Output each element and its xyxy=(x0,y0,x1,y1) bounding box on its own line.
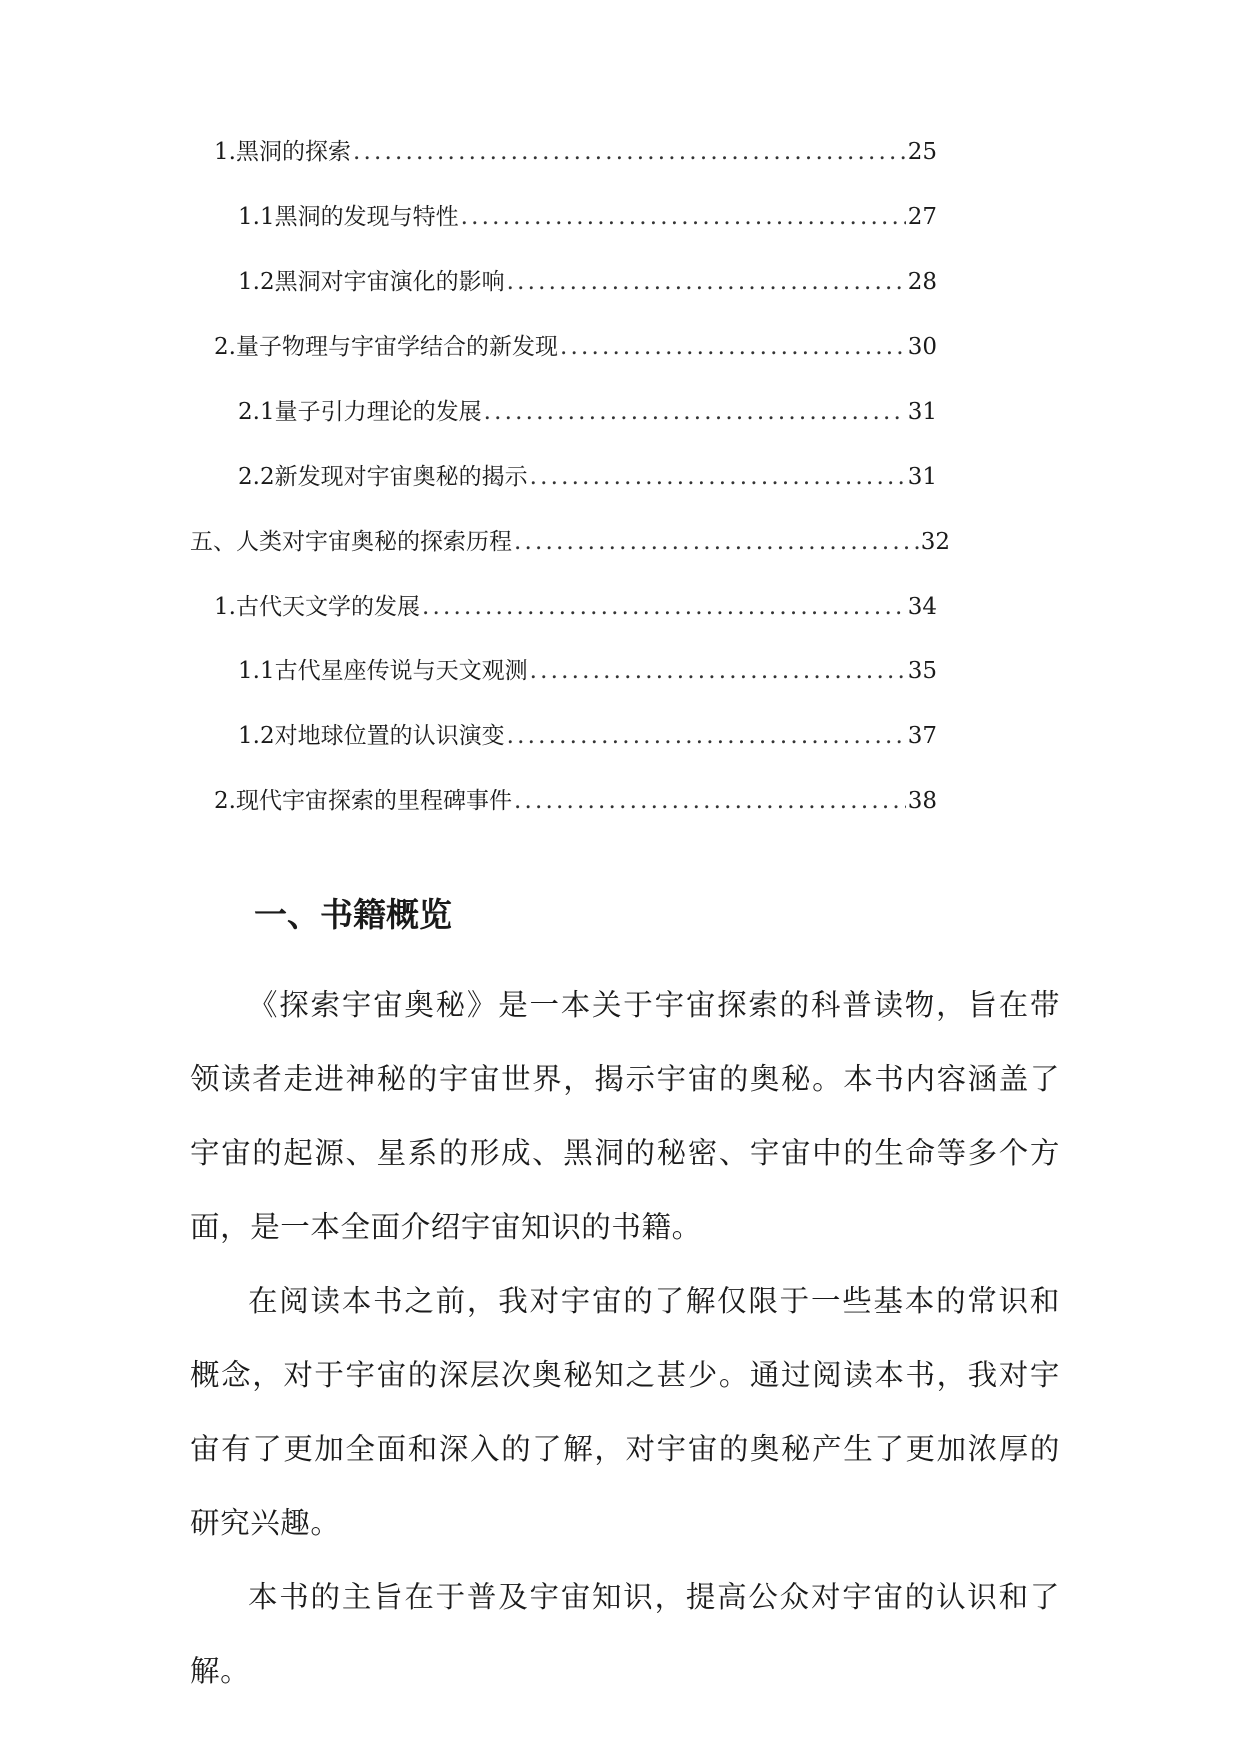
toc-entry-title: 古代星座传说与天文观测 xyxy=(274,658,528,684)
toc-entry-title: 五、人类对宇宙奥秘的探索历程 xyxy=(190,529,512,555)
toc-entry[interactable] xyxy=(238,202,937,232)
toc-entry[interactable] xyxy=(238,267,937,297)
toc-entry[interactable] xyxy=(238,656,937,686)
toc-leader-dots xyxy=(530,656,906,686)
toc-entry-number: 2.1 xyxy=(238,399,275,425)
section-heading: 一、书籍概览 xyxy=(254,895,452,934)
toc-entry[interactable] xyxy=(238,397,937,427)
section-body xyxy=(190,968,1060,1708)
toc-entry-page: 38 xyxy=(907,788,937,814)
toc-entry-page: 31 xyxy=(907,464,937,490)
toc-entry-number: 1.2 xyxy=(238,269,275,295)
toc-entry-page: 34 xyxy=(907,594,937,620)
toc-leader-dots xyxy=(353,137,906,167)
toc-entry-title: 量子引力理论的发展 xyxy=(274,399,482,425)
toc-entry-number: 2. xyxy=(214,334,236,360)
toc-entry-page: 35 xyxy=(907,658,937,684)
toc-entry-page: 30 xyxy=(907,334,937,360)
toc-entry-number: 1.1 xyxy=(238,658,275,684)
toc-leader-dots xyxy=(422,592,906,622)
toc-entry-title: 现代宇宙探索的里程碑事件 xyxy=(235,788,512,814)
toc-entry[interactable] xyxy=(214,592,937,622)
toc-entry[interactable] xyxy=(214,137,937,167)
toc-entry-number: 1.1 xyxy=(238,204,275,230)
body-paragraph: 《探索宇宙奥秘》是一本关于宇宙探索的科普读物，旨在带领读者走进神秘的宇宙世界，揭示宇宙的奥秘。本书内容涵盖了宇宙的起源、星系的形成、黑洞的秘密、宇宙中的生命等多个方面，是一本全面介绍宇宙知识的书籍。 xyxy=(190,988,1060,1244)
toc-entry-number: 2.2 xyxy=(238,464,275,490)
toc-entry[interactable] xyxy=(190,527,950,557)
toc-entry-number: 1.2 xyxy=(238,723,275,749)
toc-leader-dots xyxy=(507,267,906,297)
toc-leader-dots xyxy=(514,786,906,816)
toc-leader-dots xyxy=(530,462,906,492)
toc-entry-page: 37 xyxy=(907,723,937,749)
toc-entry-title: 新发现对宇宙奥秘的揭示 xyxy=(274,464,528,490)
toc-entry-page: 25 xyxy=(907,139,937,165)
toc-entry-page: 27 xyxy=(907,204,937,230)
toc-entry-title: 对地球位置的认识演变 xyxy=(274,723,505,749)
toc-entry-title: 黑洞的探索 xyxy=(235,139,351,165)
toc-entry-title: 黑洞的发现与特性 xyxy=(274,204,459,230)
body-paragraph: 本书的主旨在于普及宇宙知识，提高公众对宇宙的认识和了解。 xyxy=(190,1580,1060,1688)
toc-entry[interactable] xyxy=(214,332,937,362)
toc-entry-title: 量子物理与宇宙学结合的新发现 xyxy=(235,334,558,360)
toc-leader-dots xyxy=(484,397,906,427)
toc-entry-number: 1. xyxy=(214,594,236,620)
toc-entry-number: 1. xyxy=(214,139,236,165)
toc-leader-dots xyxy=(507,721,906,751)
toc-entry-number: 2. xyxy=(214,788,236,814)
toc-entry[interactable] xyxy=(214,786,937,816)
toc-leader-dots xyxy=(514,527,919,557)
toc-leader-dots xyxy=(461,202,906,232)
toc-entry-page: 28 xyxy=(907,269,937,295)
toc-entry-title: 黑洞对宇宙演化的影响 xyxy=(274,269,505,295)
toc-entry-title: 古代天文学的发展 xyxy=(235,594,420,620)
toc-leader-dots xyxy=(560,332,906,362)
toc-entry-page: 31 xyxy=(907,399,937,425)
toc-entry-page: 32 xyxy=(920,529,950,555)
toc-entry[interactable] xyxy=(238,462,937,492)
toc-entry[interactable] xyxy=(238,721,937,751)
body-paragraph: 在阅读本书之前，我对宇宙的了解仅限于一些基本的常识和概念，对于宇宙的深层次奥秘知之甚少。通过阅读本书，我对宇宙有了更加全面和深入的了解，对宇宙的奥秘产生了更加浓厚的研究兴趣。 xyxy=(190,1284,1060,1540)
